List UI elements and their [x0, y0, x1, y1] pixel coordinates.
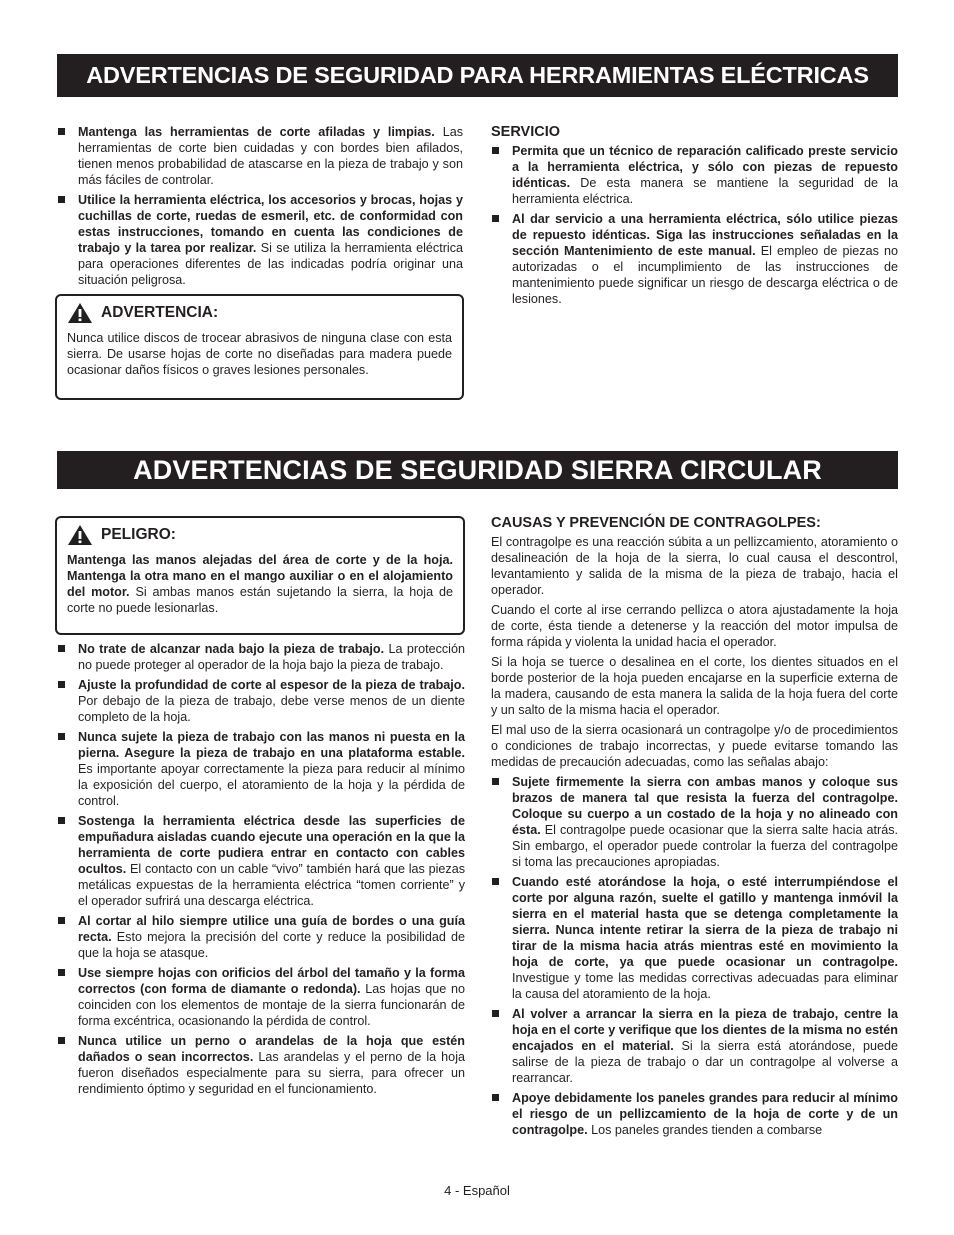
item-bold-text: Al volver a arrancar la sierra en la pieza de trabajo, centre la hoja en el corte y verifique que los dientes de la misma no estén encajados en el material.	[512, 1007, 898, 1053]
item-bold-text: Utilice la herramienta eléctrica, los accesorios y brocas, hojas y cuchillas de corte, ruedas de esmeril, etc. de conformidad con estas instrucciones, tomando en cuenta las condiciones de trabajo y la tarea por realizar.	[78, 193, 463, 255]
item-bold-text: Mantenga las herramientas de corte afiladas y limpias.	[78, 125, 435, 139]
list-item	[57, 729, 465, 809]
bottom-right-column	[491, 515, 898, 1142]
page-footer: 4 - Español	[444, 1183, 510, 1198]
list-item	[57, 813, 465, 909]
square-bullet-icon	[492, 1094, 499, 1101]
item-text: Si la sierra está atorándose, puede salirse de la pieza de trabajo o dar un contragolpe al volverse a rearrancar.	[512, 1039, 898, 1085]
danger-heading	[67, 524, 453, 546]
list-item	[491, 143, 898, 207]
warning-triangle-icon	[67, 302, 93, 324]
list-item	[491, 1006, 898, 1086]
square-bullet-icon	[492, 778, 499, 785]
item-bold-text: Cuando esté atorándose la hoja, o esté interrumpiéndose el corte por alguna razón, suelte el gatillo y mantenga inmóvil la sierra en el material hasta que se detenga completamente la sierra. Nunca intente retirar la sierra de la pieza de trabajo ni tirar de la misma hacia atrás mientras esté en movimiento la hoja de corte, ya que puede ocasionar un contragolpe.	[512, 875, 898, 969]
warning-triangle-icon	[67, 524, 93, 546]
kickback-paragraph: Si la hoja se tuerce o desalinea en el corte, los dientes situados en el borde posterior de la hoja pueden encajarse en la superficie externa de la madera, causando de esta manera la salida de la hoja fuera del corte y un salto de la misma hacia el operador.	[491, 655, 898, 717]
danger-title: PELIGRO:	[101, 526, 176, 543]
square-bullet-icon	[58, 196, 65, 203]
square-bullet-icon	[58, 128, 65, 135]
square-bullet-icon	[58, 917, 65, 924]
kickback-paragraph: El mal uso de la sierra ocasionará un contragolpe y/o de procedimientos o condiciones de trabajo incorrectas, y puede evitarse tomando las medidas de precaución adecuadas, como las señalas abajo:	[491, 723, 898, 769]
danger-plain-text: Si ambas manos están sujetando la sierra, la hoja de corte no puede lesionarlas.	[67, 585, 453, 615]
danger-text	[67, 552, 453, 616]
kickback-heading: CAUSAS Y PREVENCIÓN DE CONTRAGOLPES:	[491, 515, 821, 531]
kickback-list	[491, 774, 898, 1138]
square-bullet-icon	[58, 645, 65, 652]
item-bold-text: Ajuste la profundidad de corte al espesor de la pieza de trabajo.	[78, 678, 465, 692]
square-bullet-icon	[58, 817, 65, 824]
list-item	[57, 677, 465, 725]
top-right-column	[491, 124, 898, 311]
danger-bold-text: Mantenga las manos alejadas del área de corte y de la hoja. Mantenga la otra mano en el mango auxiliar o en el alojamiento del motor.	[67, 553, 453, 599]
item-bold-text: Use siempre hojas con orificios del árbol del tamaño y la forma correctos (con forma de diamante o redonda).	[78, 966, 465, 996]
top-left-list	[57, 124, 463, 288]
warning-box	[55, 294, 464, 400]
item-text: Esto mejora la precisión del corte y reduce la posibilidad de que la hoja se atasque.	[78, 930, 465, 960]
item-bold-text: Nunca utilice un perno o arandelas de la hoja que estén dañados o sean incorrectos.	[78, 1034, 465, 1064]
section-banner-circular-saw: ADVERTENCIAS DE SEGURIDAD SIERRA CIRCULAR	[57, 451, 898, 489]
square-bullet-icon	[58, 1037, 65, 1044]
item-text: De esta manera se mantiene la seguridad de la herramienta eléctrica.	[512, 176, 898, 206]
item-bold-text: Nunca sujete la pieza de trabajo con las manos ni puesta en la pierna. Asegure la pieza de trabajo en una plataforma estable.	[78, 730, 465, 760]
item-text: Las hojas que no coinciden con los elementos de montaje de la sierra funcionarán de forma excéntrica, ocasionando la pérdida de control.	[78, 982, 465, 1028]
list-item	[57, 965, 465, 1029]
list-item	[491, 1090, 898, 1138]
list-item	[57, 1033, 465, 1097]
list-item	[57, 124, 463, 188]
item-text: La protección no puede proteger al operador de la hoja bajo la pieza de trabajo.	[78, 642, 465, 672]
item-text: El contragolpe puede ocasionar que la sierra salte hacia atrás. Sin embargo, el operador puede controlar la fuerza del contragolpe si toma las precauciones apropiadas.	[512, 823, 898, 869]
kickback-paragraph: Cuando el corte al irse cerrando pellizca o atora ajustadamente la hoja de corte, ésta tiende a detenerse y la reacción del motor impulsa de forma rápida y violenta la unidad hacia el operador.	[491, 603, 898, 649]
servicio-heading: SERVICIO	[491, 124, 561, 140]
saw-safety-list	[57, 641, 465, 1097]
bottom-left-column	[57, 641, 465, 1101]
item-text: Los paneles grandes tienden a combarse	[587, 1123, 823, 1137]
list-item	[491, 211, 898, 307]
item-text: Si se utiliza la herramienta eléctrica para operaciones diferentes de las indicadas podría originar una situación peligrosa.	[78, 241, 463, 287]
item-text: Las arandelas y el perno de la hoja fueron diseñados especialmente para su sierra, para ofrecer un rendimiento óptimo y seguridad en el funcionamiento.	[78, 1050, 465, 1096]
warning-heading	[67, 302, 452, 324]
list-item	[57, 913, 465, 961]
item-text: Las herramientas de corte bien cuidadas y con bordes bien afilados, tienen menos probabilidad de atascarse en la pieza de trabajo y son más fáciles de controlar.	[78, 125, 463, 187]
warning-title: ADVERTENCIA:	[101, 304, 219, 321]
square-bullet-icon	[492, 878, 499, 885]
item-bold-text: Al cortar al hilo siempre utilice una guía de bordes o una guía recta.	[78, 914, 465, 944]
square-bullet-icon	[492, 1010, 499, 1017]
list-item	[57, 641, 465, 673]
square-bullet-icon	[58, 681, 65, 688]
item-text: Es importante apoyar correctamente la pieza para reducir al mínimo la exposición del cuerpo, el atoramiento de la hoja y la pérdida de control.	[78, 762, 465, 808]
list-item	[491, 874, 898, 1002]
square-bullet-icon	[58, 733, 65, 740]
item-bold-text: No trate de alcanzar nada bajo la pieza de trabajo.	[78, 642, 385, 656]
warning-text: Nunca utilice discos de trocear abrasivos de ninguna clase con esta sierra. De usarse hojas de corte no diseñadas para madera puede ocasionar daños físicos o graves lesiones personales.	[67, 331, 452, 377]
item-bold-text: Sujete firmemente la sierra con ambas manos y coloque sus brazos de manera tal que resista la fuerza del contragolpe. Coloque su cuerpo a un costado de la hoja y no alineado con ésta.	[512, 775, 898, 837]
square-bullet-icon	[58, 969, 65, 976]
item-text: El contacto con un cable “vivo” también hará que las piezas metálicas expuestas de la herramienta eléctrica “tomen corriente” y el operador sufrirá una descarga eléctrica.	[78, 862, 465, 908]
item-bold-text: Permita que un técnico de reparación calificado preste servicio a la herramienta eléctrica, y sólo con piezas de repuesto idénticas.	[512, 144, 898, 190]
item-bold-text: Sostenga la herramienta eléctrica desde las superficies de empuñadura aisladas cuando ejecute una operación en la que la herramienta de corte pudiera entrar en contacto con cables ocultos.	[78, 814, 465, 876]
item-bold-text: Apoye debidamente los paneles grandes para reducir al mínimo el riesgo de un pellizcamiento de la hoja de corte y de un contragolpe.	[512, 1091, 898, 1137]
item-text: Por debajo de la pieza de trabajo, debe verse menos de un diente completo de la hoja.	[78, 694, 465, 724]
list-item	[491, 774, 898, 870]
kickback-paragraph: El contragolpe es una reacción súbita a un pellizcamiento, atoramiento o desalineación de la hoja de la sierra, lo cual causa el descontrol, levantamiento y salida de la misma de la pieza de trabajo, hacia el operador.	[491, 535, 898, 597]
section-banner-power-tools: ADVERTENCIAS DE SEGURIDAD PARA HERRAMIENTAS ELÉCTRICAS	[57, 54, 898, 97]
item-text: El empleo de piezas no autorizadas o el incumplimiento de las instrucciones de mantenimiento puede significar un riesgo de descarga eléctrica o de lesiones.	[512, 244, 899, 306]
item-bold-text: Al dar servicio a una herramienta eléctrica, sólo utilice piezas de repuesto idénticas. Siga las instrucciones señaladas en la sección Mantenimiento de este manual.	[512, 212, 898, 258]
list-item	[57, 192, 463, 288]
top-left-column	[57, 124, 463, 292]
square-bullet-icon	[492, 215, 499, 222]
square-bullet-icon	[492, 147, 499, 154]
danger-box	[55, 516, 465, 635]
servicio-list	[491, 143, 898, 307]
item-text: Investigue y tome las medidas correctivas adecuadas para eliminar la causa del atoramiento de la hoja.	[512, 971, 898, 1001]
